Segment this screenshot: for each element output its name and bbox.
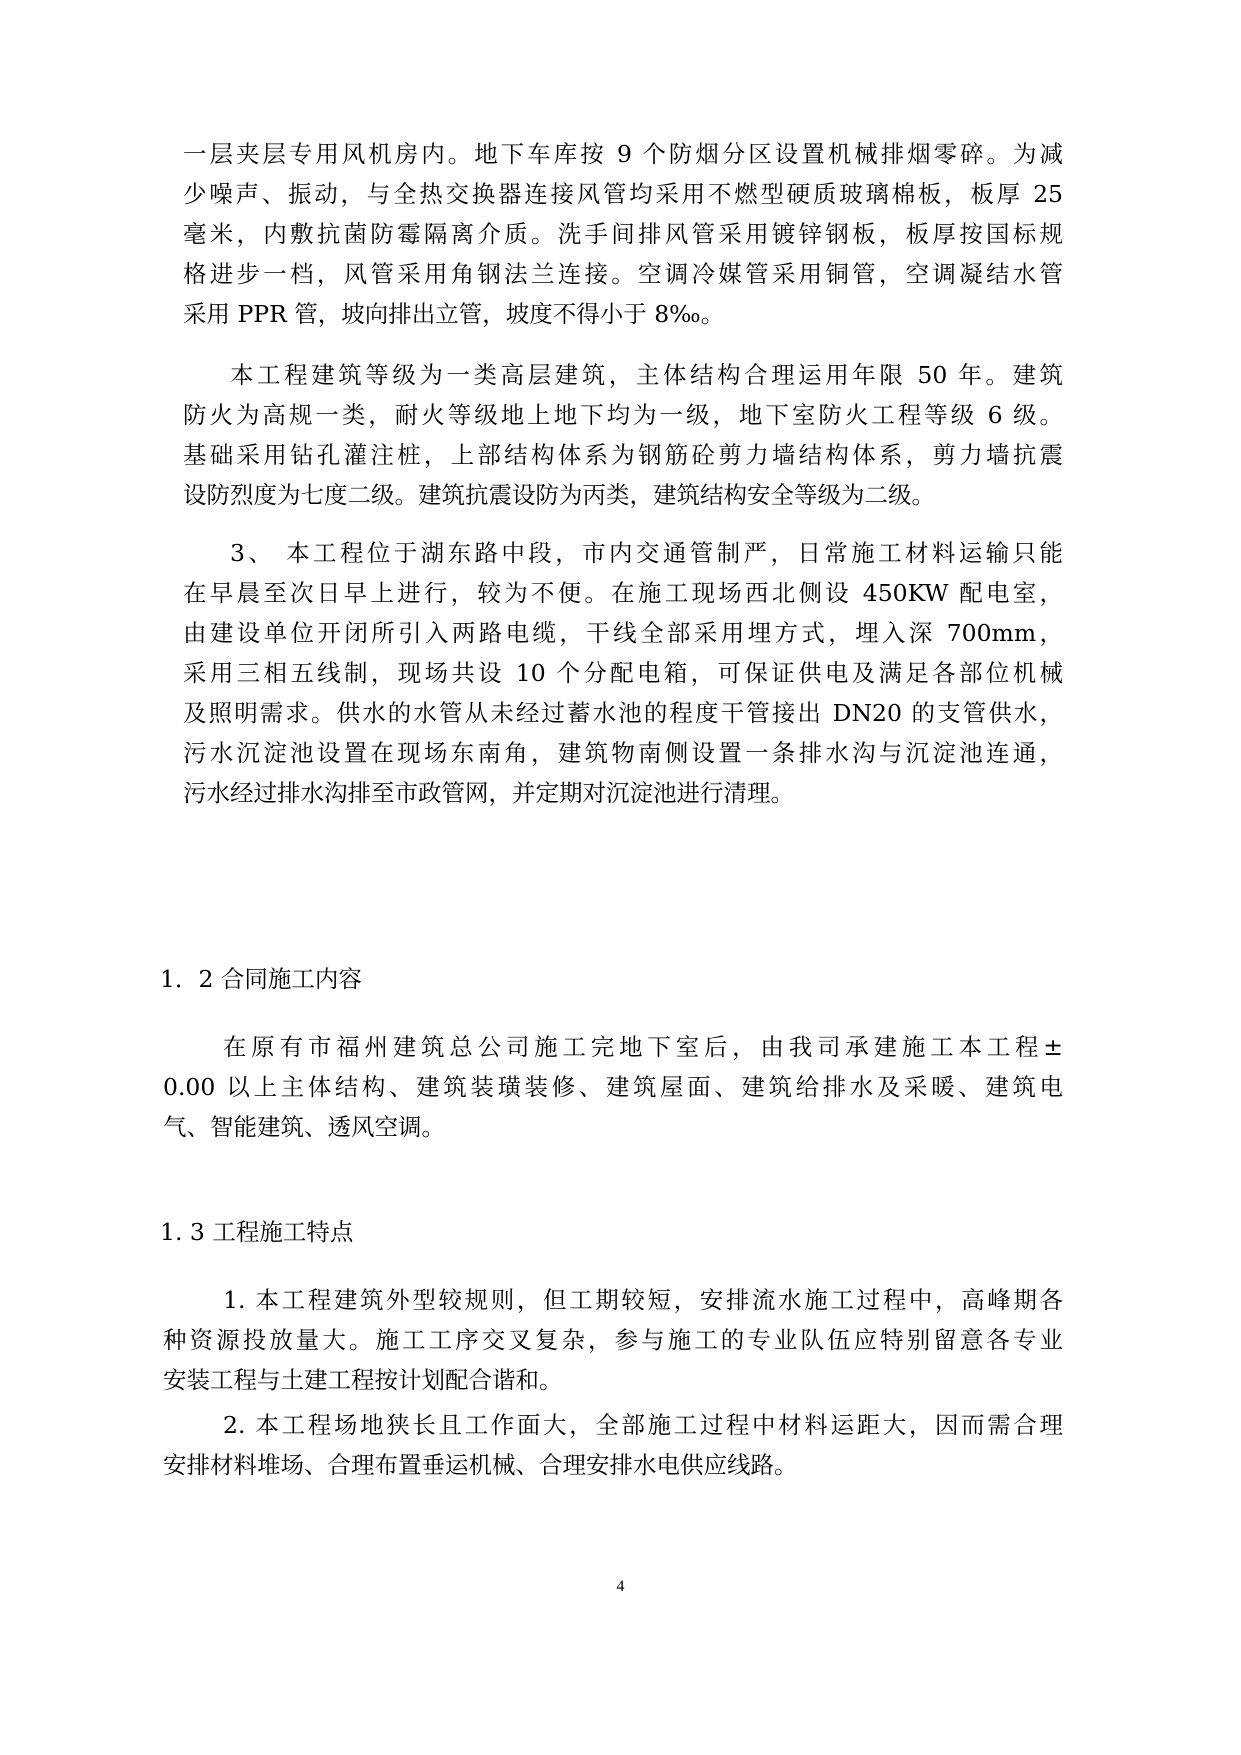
text-line: 在早晨至次日早上进行，较为不便。在施工现场西北侧设 450KW 配电室， xyxy=(183,579,1063,607)
text-line: 少噪声、振动，与全热交换器连接风管均采用不燃型硬质玻璃棉板，板厚 25 xyxy=(183,180,1063,208)
text-line: 2. 本工程场地狭长且工作面大，全部施工过程中材料运距大，因而需合理 xyxy=(223,1411,1063,1439)
text-line: 由建设单位开闭所引入两路电缆，干线全部采用埋方式，埋入深 700mm， xyxy=(183,619,1063,647)
text-line: 种资源投放量大。施工工序交叉复杂，参与施工的专业队伍应特别留意各专业 xyxy=(163,1326,1063,1354)
text-line: 3、 本工程位于湖东路中段，市内交通管制严，日常施工材料运输只能 xyxy=(230,539,1063,567)
text-line: 一层夹层专用风机房内。地下车库按 9 个防烟分区设置机械排烟零碎。为减 xyxy=(183,140,1063,168)
text-line: 在原有市福州建筑总公司施工完地下室后，由我司承建施工本工程± xyxy=(223,1033,1063,1061)
text-line: 安装工程与土建工程按计划配合谐和。 xyxy=(163,1366,563,1394)
text-line: 0.00 以上主体结构、建筑装璜装修、建筑屋面、建筑给排水及采暖、建筑电 xyxy=(163,1073,1063,1101)
text-line: 格进步一档，风管采用角钢法兰连接。空调冷媒管采用铜管，空调凝结水管 xyxy=(183,260,1063,288)
text-line: 采用 PPR 管，坡向排出立管，坡度不得小于 8‰。 xyxy=(183,300,725,328)
section-heading-1-2: 1．2 合同施工内容 xyxy=(160,965,362,993)
text-line: 毫米，内敷抗菌防霉隔离介质。洗手间排风管采用镀锌钢板，板厚按国标规 xyxy=(183,220,1063,248)
text-line: 采用三相五线制，现场共设 10 个分配电箱，可保证供电及满足各部位机械 xyxy=(183,659,1063,687)
list-item-construction-feature-2 xyxy=(163,1405,1063,1485)
page-number: 4 xyxy=(616,1578,625,1595)
text-line: 基础采用钻孔灌注桩，上部结构体系为钢筋砼剪力墙结构体系，剪力墙抗震 xyxy=(183,441,1063,469)
section-heading-1-3: 1. 3 工程施工特点 xyxy=(160,1218,354,1246)
text-line: 设防烈度为七度二级。建筑抗震设防为丙类，建筑结构安全等级为二级。 xyxy=(183,481,935,509)
list-item-construction-feature-1 xyxy=(163,1280,1063,1400)
text-line: 污水经过排水沟排至市政管网，并定期对沉淀池进行清理。 xyxy=(183,779,794,807)
text-line: 气、智能建筑、透风空调。 xyxy=(163,1113,445,1141)
text-line: 及照明需求。供水的水管从未经过蓄水池的程度干管接出 DN20 的支管供水， xyxy=(183,699,1063,727)
paragraph-site-conditions xyxy=(183,533,1063,813)
text-line: 1. 本工程建筑外型较规则，但工期较短，安排流水施工过程中，高峰期各 xyxy=(223,1286,1063,1314)
text-line: 本工程建筑等级为一类高层建筑，主体结构合理运用年限 50 年。建筑 xyxy=(230,361,1063,389)
paragraph-ventilation xyxy=(183,134,1063,334)
text-line: 安排材料堆场、合理布置垂运机械、合理安排水电供应线路。 xyxy=(163,1451,798,1479)
paragraph-building-grade xyxy=(183,355,1063,515)
paragraph-contract-scope xyxy=(163,1027,1063,1147)
text-line: 防火为高规一类，耐火等级地上地下均为一级，地下室防火工程等级 6 级。 xyxy=(183,401,1063,429)
text-line: 污水沉淀池设置在现场东南角，建筑物南侧设置一条排水沟与沉淀池连通， xyxy=(183,739,1063,767)
